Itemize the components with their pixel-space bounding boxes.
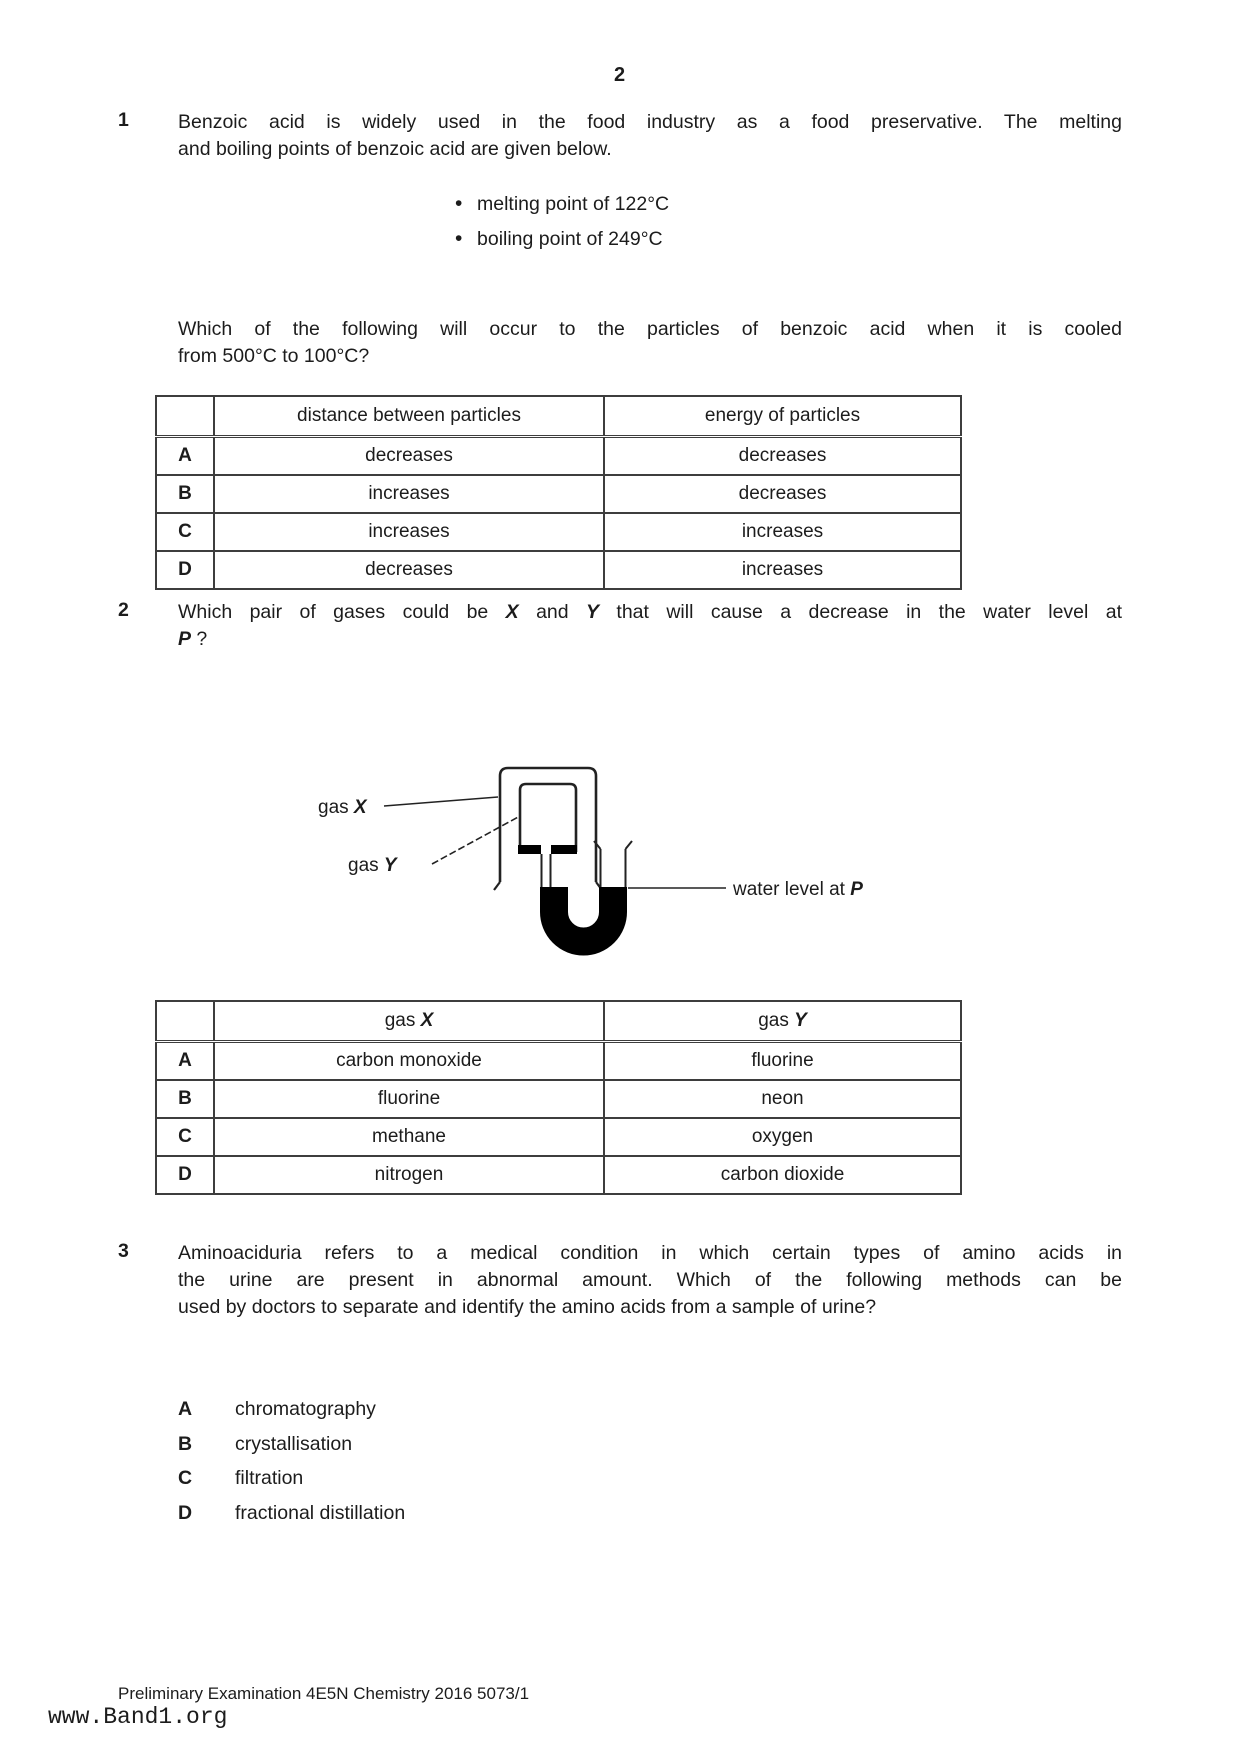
inner-tube-seal-right — [551, 845, 577, 854]
q2-answer-table — [155, 1000, 962, 1195]
option-letter: C — [156, 513, 214, 551]
cell-gas-x: nitrogen — [214, 1156, 604, 1194]
cell-distance: decreases — [214, 551, 604, 589]
question-line: P ? — [178, 628, 208, 650]
q1-table-header-distance: distance between particles — [214, 396, 604, 437]
question-line: Benzoic acid is widely used in the food industry as a food preservative. The melting — [178, 111, 1122, 133]
q2-table-header-gas-x: gas X — [214, 1001, 604, 1042]
outer-vessel-left-flare — [494, 882, 500, 890]
water-level-label: water level at P — [733, 879, 863, 900]
q1-bullet-list — [455, 187, 669, 256]
table-row — [156, 475, 961, 513]
page-number: 2 — [613, 64, 626, 86]
question-line: and boiling points of benzoic acid are given below. — [178, 138, 612, 160]
cell-gas-y: neon — [604, 1080, 961, 1118]
cell-energy: decreases — [604, 475, 961, 513]
gas-y-label: gas Y — [348, 855, 397, 876]
option-letter: D — [178, 1501, 193, 1524]
footer-website: www.Band1.org — [48, 1704, 228, 1730]
q1-intro — [178, 109, 1122, 163]
gas-apparatus-diagram — [280, 758, 900, 960]
option-text: chromatography — [235, 1398, 376, 1420]
option-letter: C — [178, 1467, 193, 1489]
question-line: used by doctors to separate and identify the amino acids from a sample of urine? — [178, 1296, 877, 1318]
q2-number: 2 — [118, 599, 129, 621]
q1-question — [178, 316, 1122, 370]
cell-distance: increases — [214, 513, 604, 551]
option-letter: A — [156, 437, 214, 476]
q3-question — [178, 1240, 1122, 1321]
question-line: Which of the following will occur to the particles of benzoic acid when it is cooled — [178, 318, 1122, 340]
option-text: crystallisation — [235, 1432, 353, 1455]
cell-distance: decreases — [214, 437, 604, 476]
question-line: the urine are present in abnormal amount. Which of the following methods can be — [178, 1269, 1122, 1291]
cell-gas-y: oxygen — [604, 1118, 961, 1156]
option-letter: B — [156, 475, 214, 513]
cell-gas-x: fluorine — [214, 1080, 604, 1118]
q2-question — [178, 599, 1122, 653]
inner-tube-outline — [520, 784, 576, 852]
answer-option — [178, 1461, 405, 1496]
right-tube-right-flare — [626, 841, 633, 849]
cell-energy: increases — [604, 513, 961, 551]
q2-table-header-gas-y: gas Y — [604, 1001, 961, 1042]
question-line: Aminoaciduria refers to a medical condition in which certain types of amino acids in — [178, 1242, 1122, 1264]
question-line: Which pair of gases could be X and Y that will cause a decrease in the water level at — [178, 601, 1123, 623]
option-letter: C — [156, 1118, 214, 1156]
q1-answer-table — [155, 395, 962, 590]
answer-option — [178, 1427, 405, 1462]
cell-gas-x: methane — [214, 1118, 604, 1156]
table-row — [156, 1156, 961, 1194]
answer-option — [178, 1392, 405, 1427]
table-row — [156, 1118, 961, 1156]
gas-y-pointer-line — [432, 816, 520, 864]
cell-gas-y: carbon dioxide — [604, 1156, 961, 1194]
option-letter: B — [178, 1432, 193, 1455]
option-letter: D — [156, 551, 214, 589]
option-letter: D — [156, 1156, 214, 1194]
bullet-item: • boiling point of 249°C — [455, 222, 669, 257]
question-line: from 500°C to 100°C? — [178, 345, 370, 367]
table-row — [156, 513, 961, 551]
gas-x-pointer-line — [384, 797, 498, 806]
inner-tube-seal-left — [518, 845, 541, 854]
option-letter: A — [156, 1042, 214, 1081]
q1-table-header-energy: energy of particles — [604, 396, 961, 437]
answer-option — [178, 1496, 405, 1531]
cell-gas-y: fluorine — [604, 1042, 961, 1081]
q3-options — [178, 1392, 405, 1530]
option-letter: A — [178, 1398, 193, 1420]
q2-table-header-blank — [156, 1001, 214, 1042]
option-letter: B — [156, 1080, 214, 1118]
q1-table-header-row — [156, 396, 961, 437]
table-row — [156, 1042, 961, 1081]
table-row — [156, 1080, 961, 1118]
footer-exam-title: Preliminary Examination 4E5N Chemistry 2016 5073/1 — [118, 1684, 530, 1703]
cell-energy: decreases — [604, 437, 961, 476]
table-row — [156, 437, 961, 476]
bullet-item: • melting point of 122°C — [455, 187, 669, 222]
cell-gas-x: carbon monoxide — [214, 1042, 604, 1081]
cell-distance: increases — [214, 475, 604, 513]
q1-table-header-blank — [156, 396, 214, 437]
q2-table-header-row — [156, 1001, 961, 1042]
option-text: filtration — [235, 1467, 304, 1489]
gas-x-label: gas X — [318, 797, 367, 818]
cell-energy: increases — [604, 551, 961, 589]
u-tube-water — [554, 887, 613, 942]
q1-number: 1 — [118, 109, 129, 131]
option-text: fractional distillation — [235, 1501, 406, 1524]
table-row — [156, 551, 961, 589]
q3-number: 3 — [118, 1240, 129, 1262]
